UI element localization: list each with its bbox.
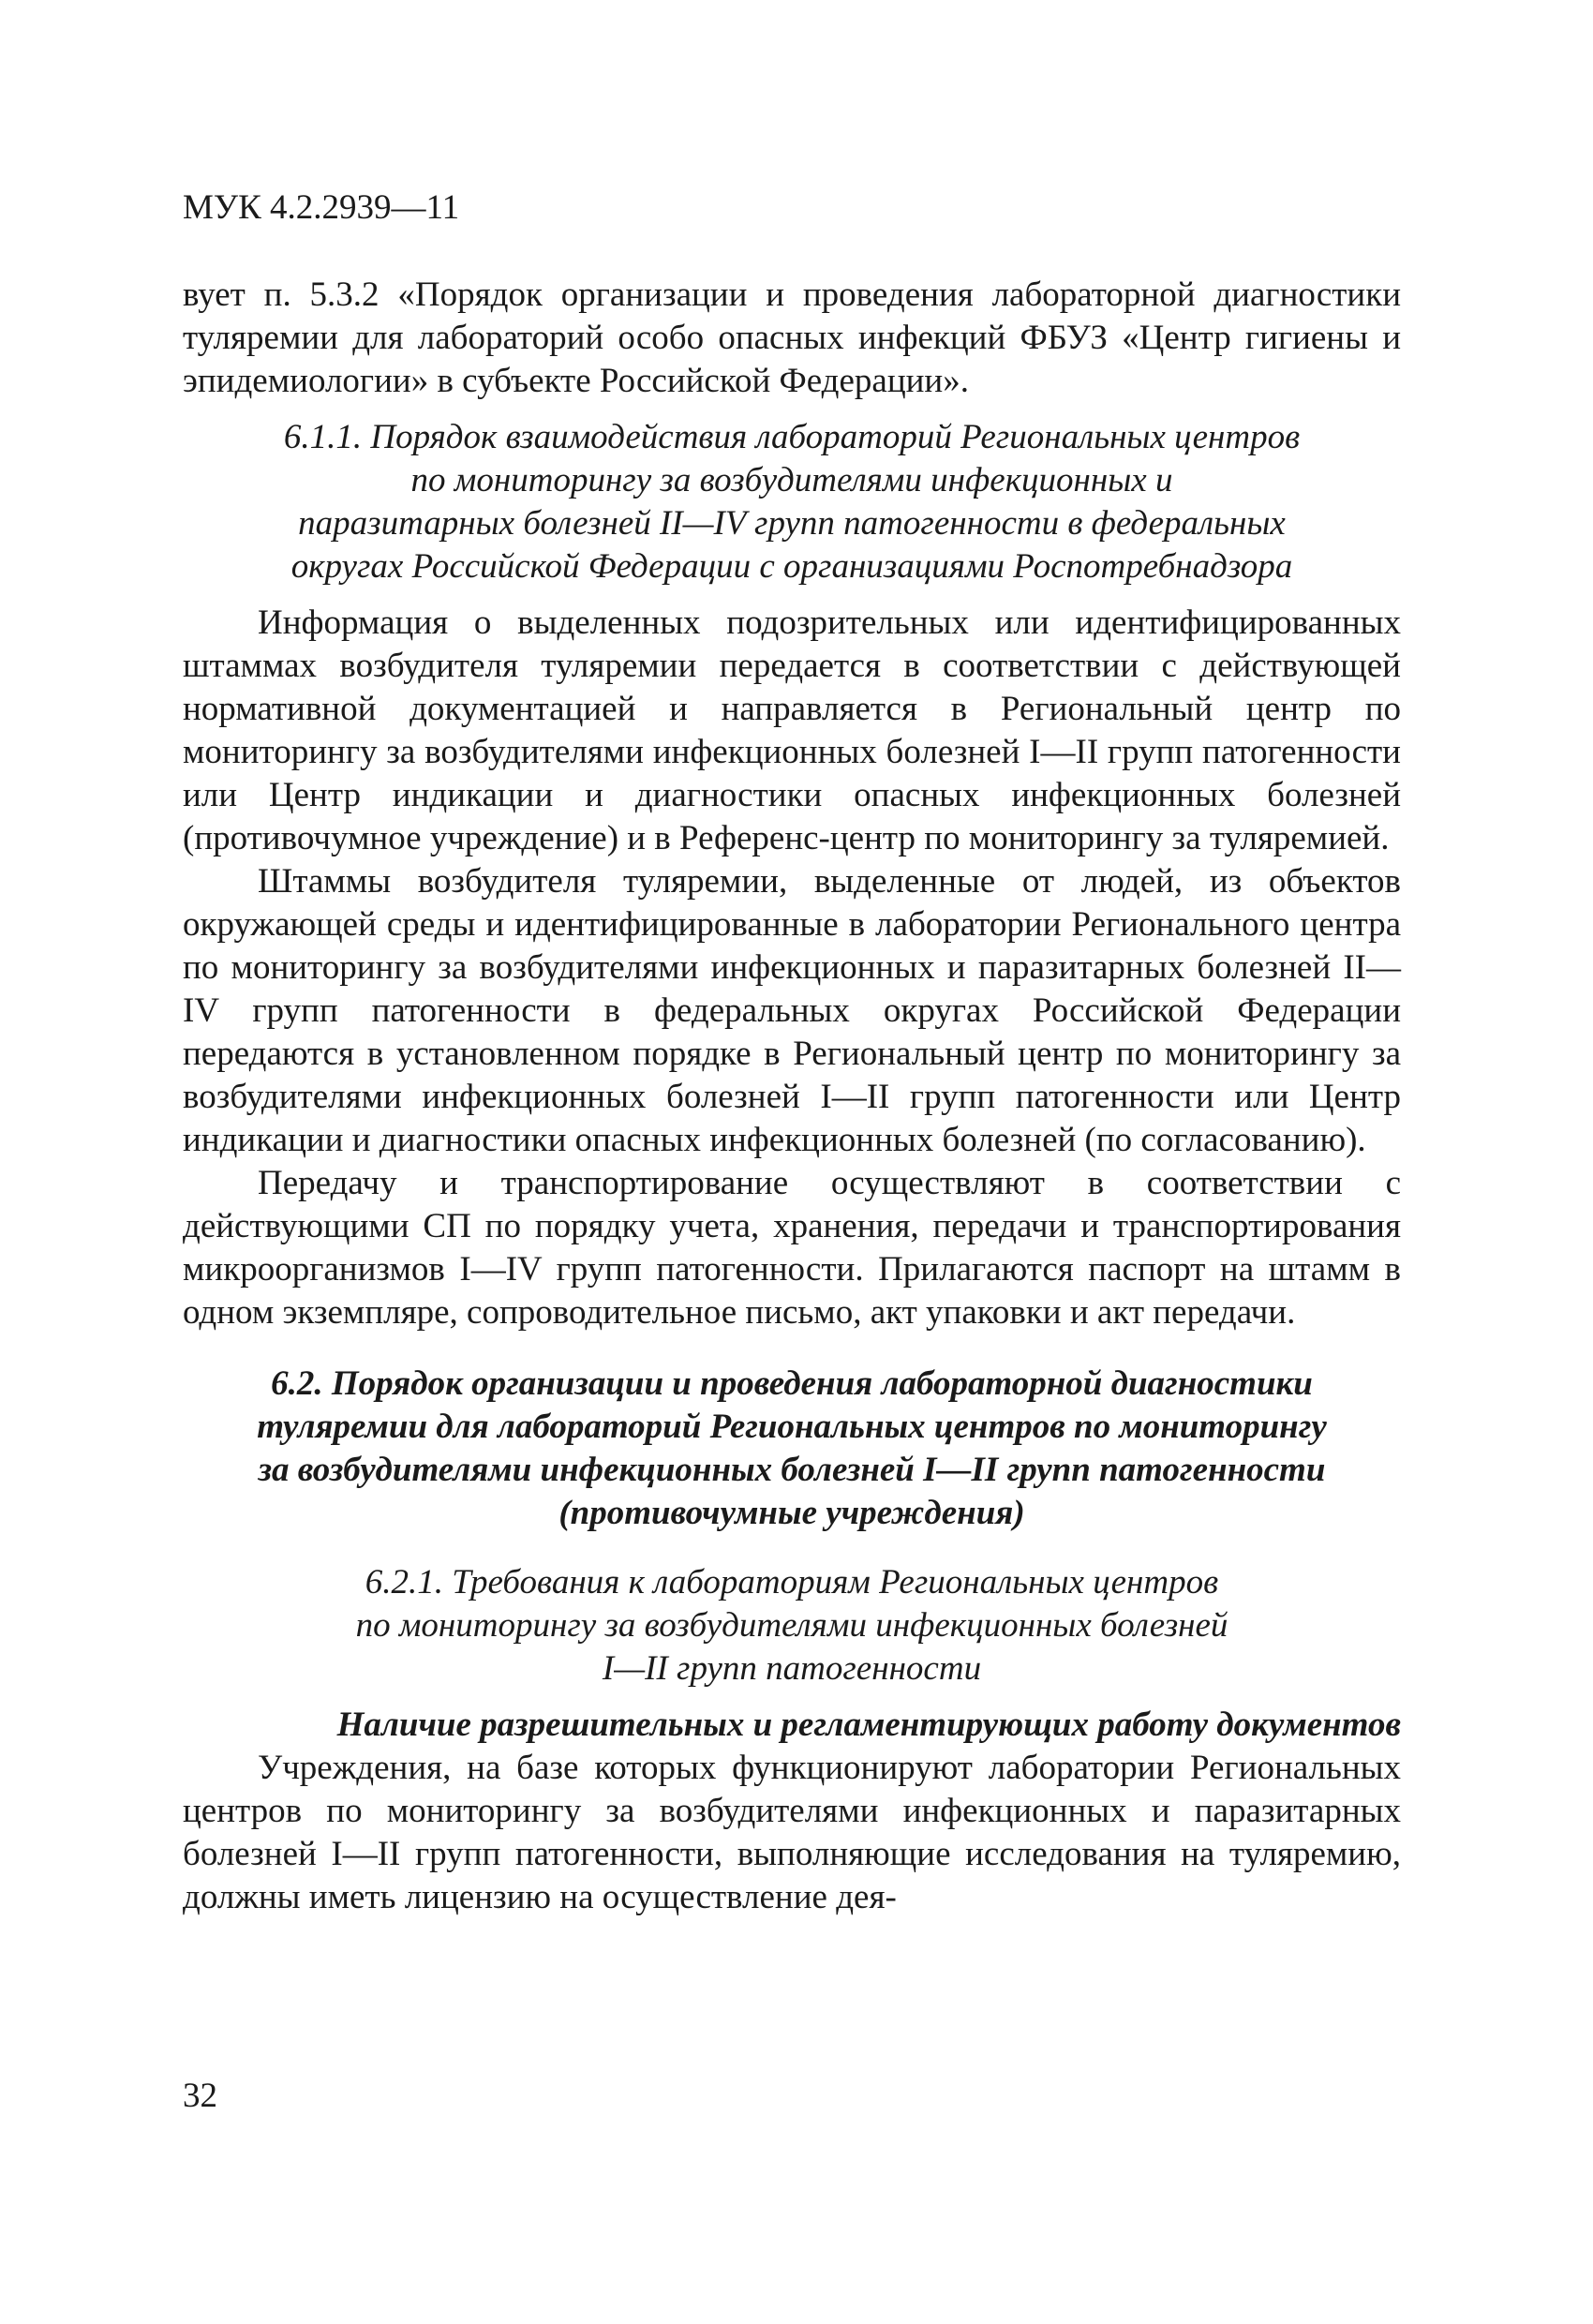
page-number: 32 [183,2077,217,2115]
paragraph-transfer: Передачу и транспортирование осуществляют в соответствии с действующими СП по порядку учета, хранения, передачи и транспортирования микроорганизмов I—IV групп патогенности. Прилагаются паспорт на штамм в одном экземпляре, сопроводительное письмо, акт упаковки и акт передачи. [183,1164,1401,1332]
heading-line: туляремии для лабораторий Региональных центров по мониторингу [257,1408,1327,1446]
paragraph-strains: Штаммы возбудителя туляремии, выделенные от людей, из объектов окружающей среды и идентифицированные в лаборатории Регионального центра по мониторингу за возбудителями инфекционных и паразитарных болезней II—IV групп патогенности в федеральных округах Российской Федерации передаются в установленном порядке в Региональный центр по мониторингу за возбудителями инфекционных болезней I—II групп патогенности или Центр индикации и диагностики опасных инфекционных болезней (по согласованию). [183,862,1401,1159]
paragraph-information: Информация о выделенных подозрительных или идентифицированных штаммах возбудителя туляремии передается в соответствии с действующей нормативной документацией и направляется в Региональный центр по мониторингу за возбудителями инфекционных болезней I—II групп патогенности или Центр индикации и диагностики опасных инфекционных болезней (противочумное учреждение) и в Референс-центр по мониторингу за туляремией. [183,603,1401,857]
paragraph-institutions: Учреждения, на базе которых функционируют лаборатории Региональных центров по мониторингу за возбудителями инфекционных и паразитарных болезней I—II групп патогенности, выполняющие исследования на туляремию, должны иметь лицензию на осуществление дея- [183,1749,1401,1916]
heading-line: 6.2.1. Требования к лабораториям Региональных центров [365,1563,1219,1601]
heading-line: 6.1.1. Порядок взаимодействия лабораторий Региональных центров [283,418,1301,456]
heading-line: округах Российской Федерации с организациями Роспотребнадзора [290,547,1293,586]
document-page [183,0,1401,2324]
heading-line: по мониторингу за возбудителями инфекционных болезней [355,1606,1228,1645]
heading-line: за возбудителями инфекционных болезней I—II групп патогенности [258,1451,1326,1489]
heading-6-2-1 [183,1561,1401,1691]
heading-line: по мониторингу за возбудителями инфекционных и [410,461,1173,499]
heading-line: I—II групп патогенности [602,1649,982,1688]
heading-6-1-1 [183,416,1401,588]
page-body [183,274,1401,1919]
heading-line: 6.2. Порядок организации и проведения лабораторной диагностики [271,1364,1313,1403]
heading-line: паразитарных болезней II—IV групп патогенности в федеральных [298,504,1286,543]
heading-line: (противочумные учреждения) [558,1494,1025,1532]
document-code: МУК 4.2.2939—11 [183,188,460,227]
heading-6-2 [183,1363,1401,1535]
paragraph-continuation: вует п. 5.3.2 «Порядок организации и проведения лабораторной диагностики туляремии для лабораторий особо опасных инфекций ФБУЗ «Центр гигиены и эпидемиологии» в субъекте Российской Федерации». [183,276,1401,400]
run-in-heading: Наличие разрешительных и регламентирующих работу документов [336,1706,1401,1744]
